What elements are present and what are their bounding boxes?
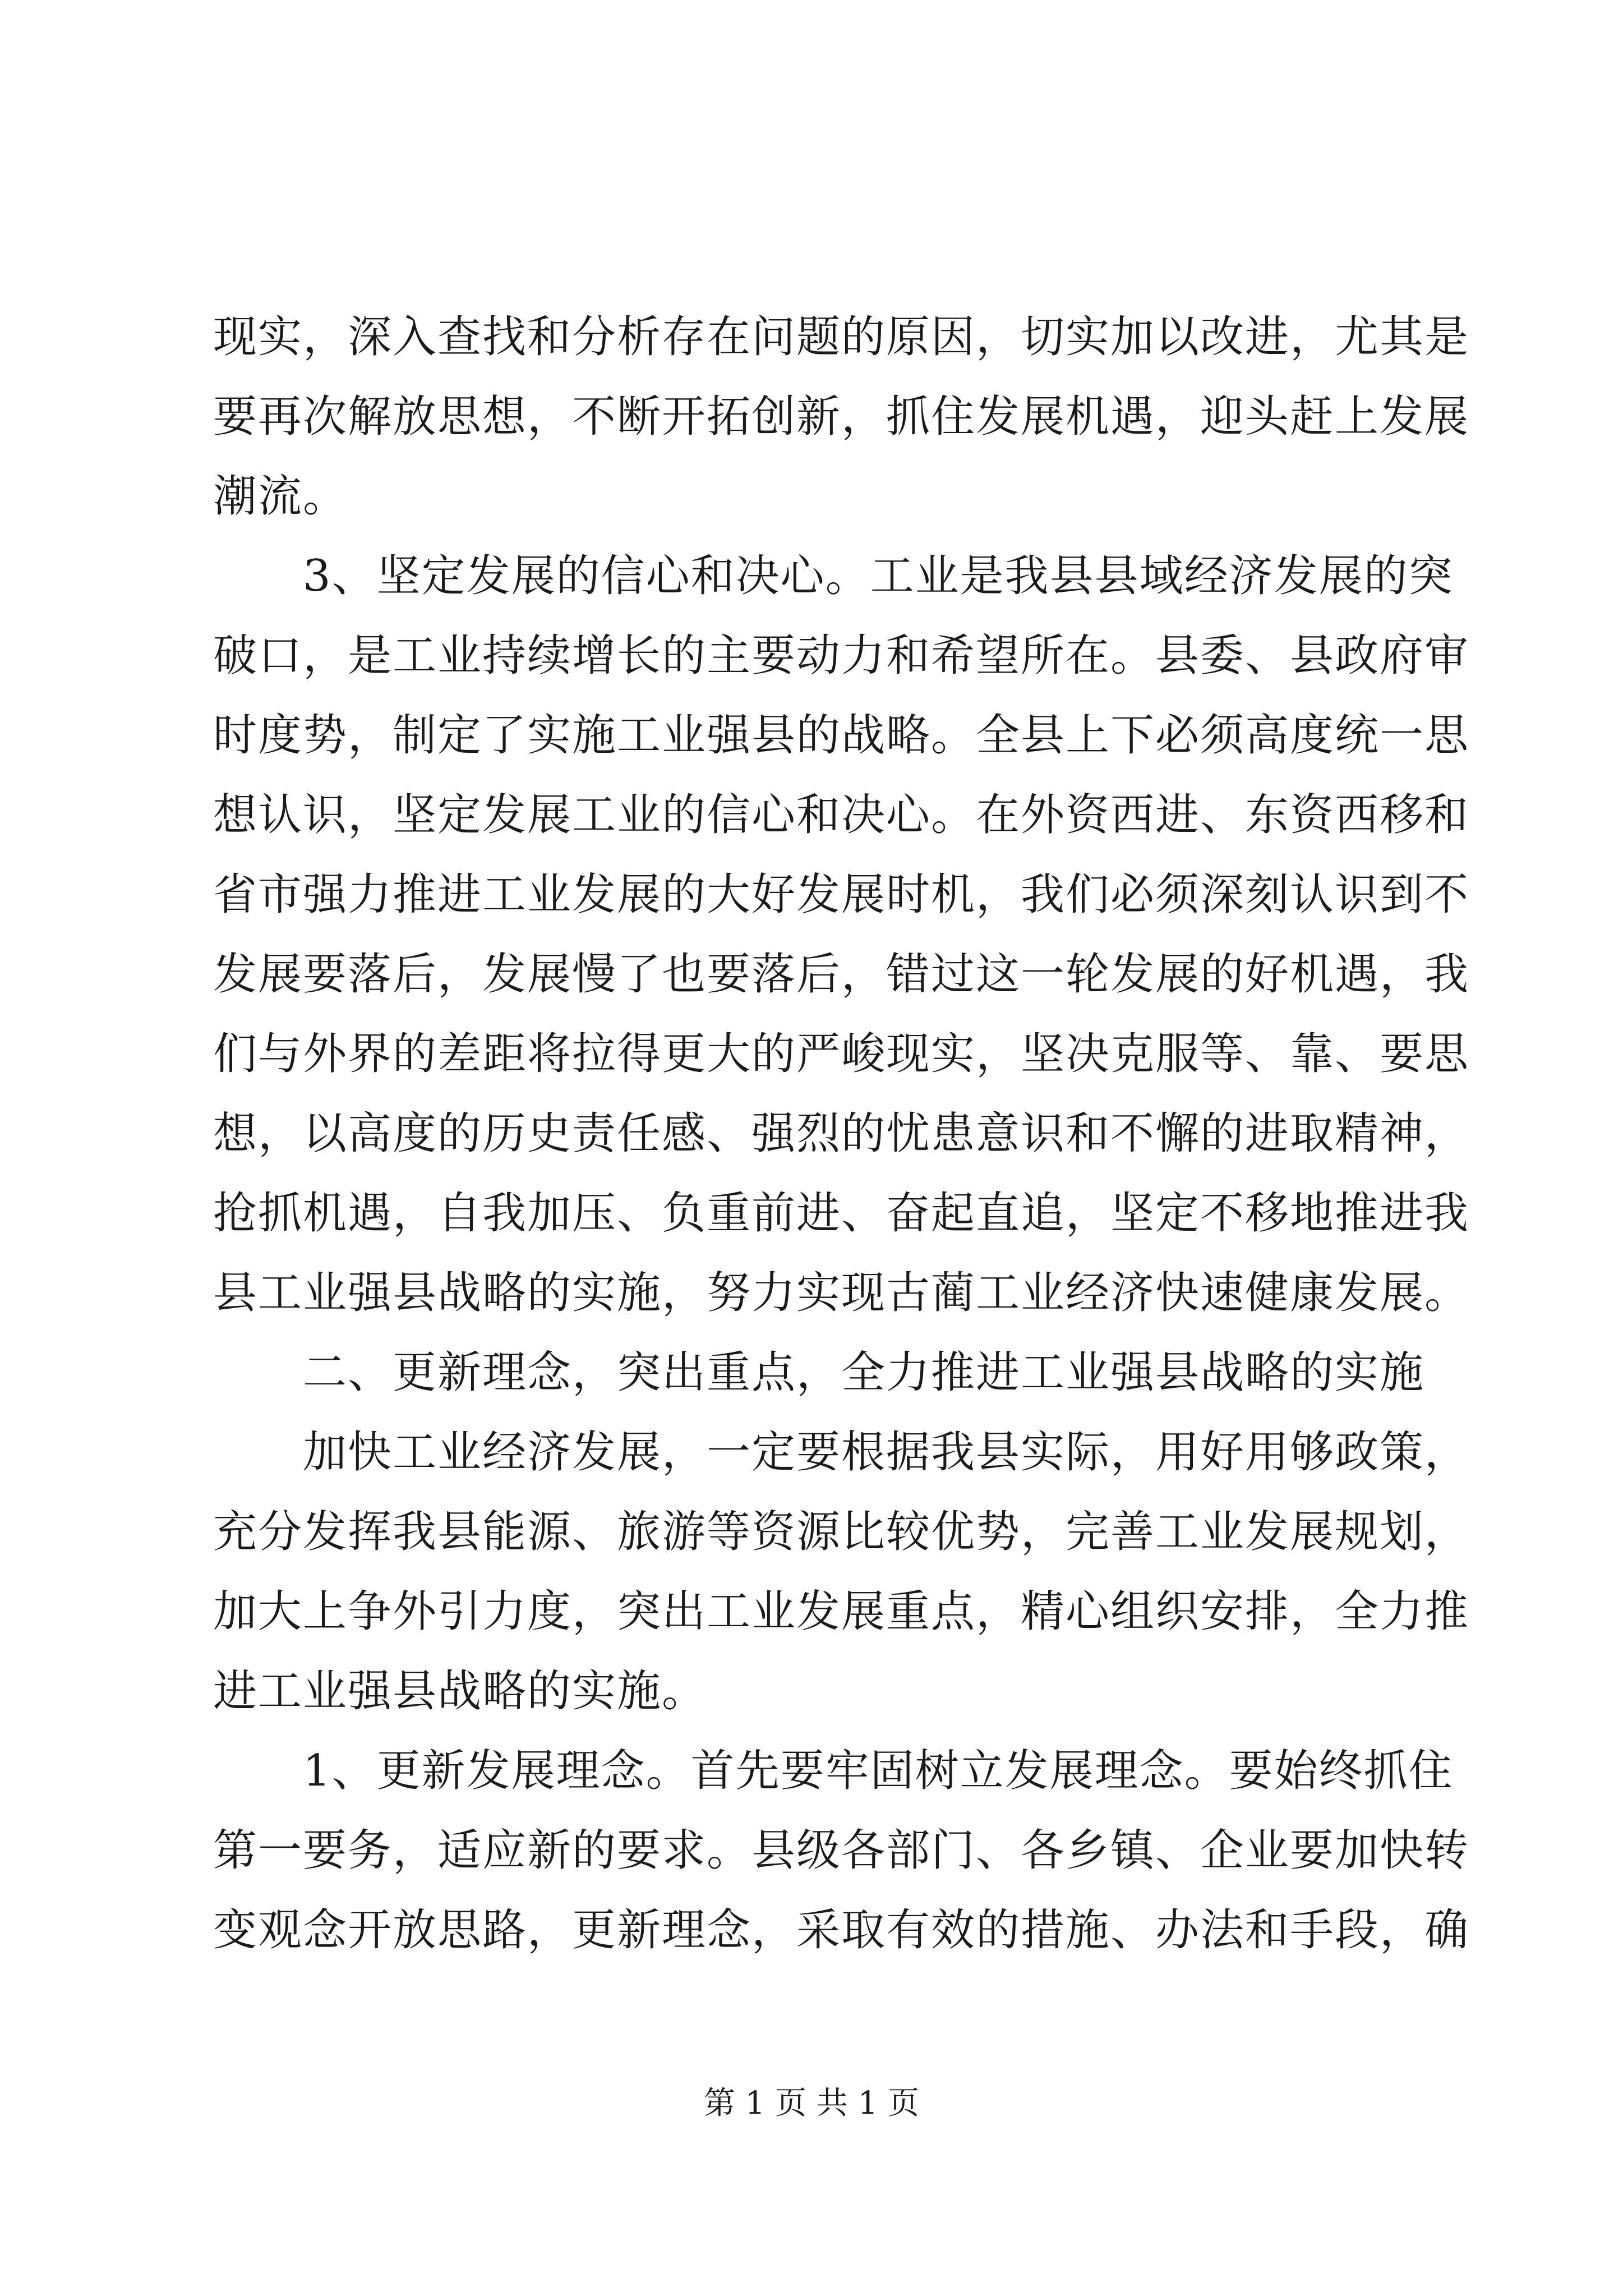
text-line: 时度势，制定了实施工业强县的战略。全县上下必须高度统一思 — [213, 710, 1470, 761]
text-line: 发展要落后，发展慢了也要落后，错过这一轮发展的好机遇，我 — [213, 949, 1470, 1000]
text-line: 县工业强县战略的实施，努力实现古蔺工业经济快速健康发展。 — [213, 1268, 1470, 1318]
text-line: 加大上争外引力度，突出工业发展重点，精心组织安排，全力推 — [213, 1586, 1470, 1637]
text-line: 第一要务，适应新的要求。县级各部门、各乡镇、企业要加快转 — [213, 1825, 1470, 1876]
text-line: 3、坚定发展的信心和决心。工业是我县县域经济发展的突 — [303, 551, 1454, 601]
page-number-footer: 第 1 页 共 1 页 — [703, 2085, 920, 2122]
text-line: 变观念开放思路，更新理念，采取有效的措施、办法和手段，确 — [213, 1905, 1470, 1955]
text-line: 想，以高度的历史责任感、强烈的忧患意识和不懈的进取精神， — [213, 1108, 1470, 1159]
text-line: 进工业强县战略的实施。 — [213, 1666, 707, 1717]
section-heading: 二、更新理念，突出重点，全力推进工业强县战略的实施 — [303, 1347, 1425, 1398]
text-line: 要再次解放思想，不断开拓创新，抓住发展机遇，迎头赶上发展 — [213, 392, 1470, 442]
text-line: 1、更新发展理念。首先要牢固树立发展理念。要始终抓住 — [303, 1746, 1454, 1796]
text-line: 加快工业经济发展，一定要根据我县实际，用好用够政策， — [303, 1427, 1470, 1478]
text-line: 充分发挥我县能源、旅游等资源比较优势，完善工业发展规划， — [213, 1507, 1470, 1557]
text-line: 抢抓机遇，自我加压、负重前进、奋起直追，坚定不移地推进我 — [213, 1188, 1470, 1239]
text-line: 省市强力推进工业发展的大好发展时机，我们必须深刻认识到不 — [213, 869, 1470, 920]
text-line: 潮流。 — [213, 471, 348, 522]
text-line: 们与外界的差距将拉得更大的严峻现实，坚决克服等、靠、要思 — [213, 1029, 1470, 1079]
text-line: 现实，深入查找和分析存在问题的原因，切实加以改进，尤其是 — [213, 312, 1470, 362]
text-line: 破口，是工业持续增长的主要动力和希望所在。县委、县政府审 — [213, 631, 1470, 681]
document-body — [213, 297, 1470, 1970]
text-line: 想认识，坚定发展工业的信心和决心。在外资西进、东资西移和 — [213, 790, 1470, 840]
